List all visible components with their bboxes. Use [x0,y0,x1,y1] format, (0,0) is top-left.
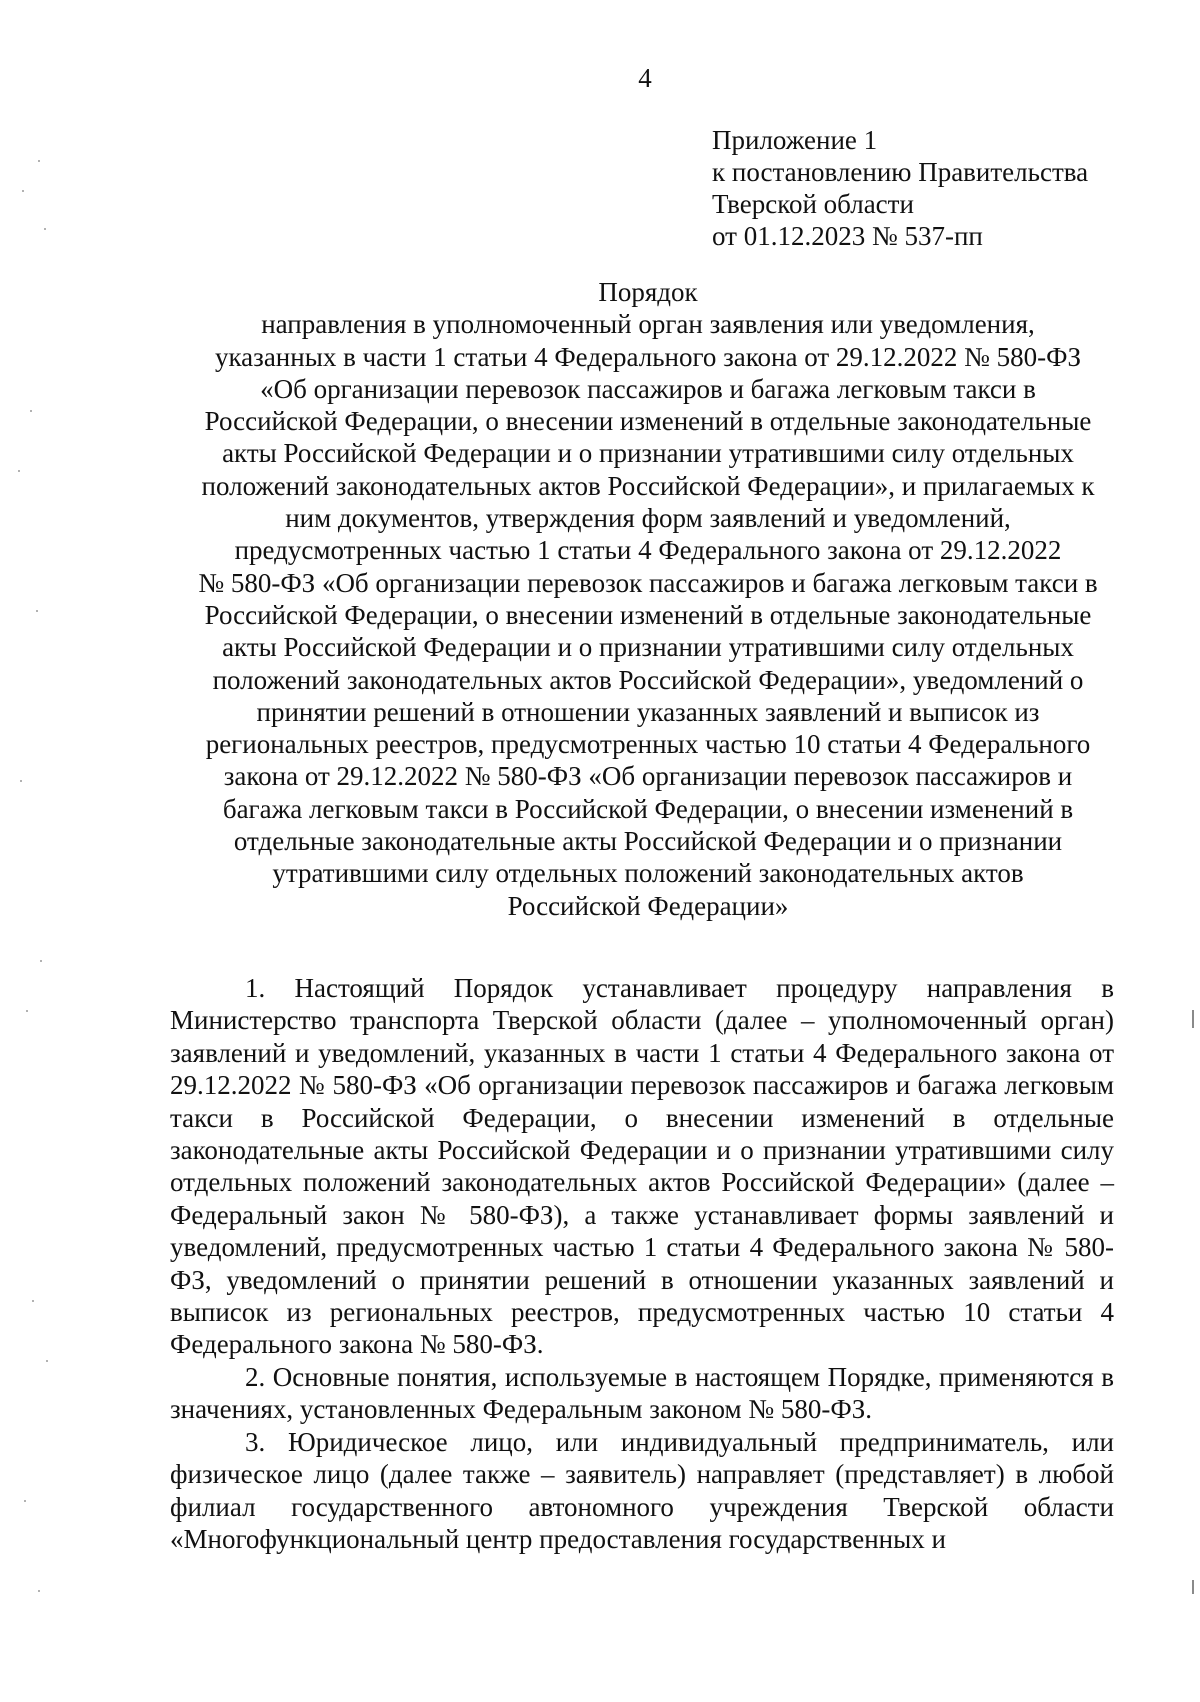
paragraph-2: 2. Основные понятия, используемые в настоящем Порядке, применяются в значениях, установленных Федеральным законом № 580-ФЗ. [170,1361,1114,1425]
title-line: положений законодательных актов Российской Федерации», и прилагаемых к [201,470,1095,501]
page-number: 4 [638,63,652,93]
title-line: ним документов, утверждения форм заявлений и уведомлений, [285,503,1011,534]
title-heading: Порядок [598,277,698,307]
title-line: утратившими силу отдельных положений законодательных актов [272,858,1024,889]
scan-edge-mark [1192,1010,1194,1028]
document-title [148,276,1148,922]
title-line: предусмотренных частью 1 статьи 4 Федерального закона от 29.12.2022 [234,535,1062,566]
title-line: багажа легковым такси в Российской Федерации, о внесении изменений в [222,793,1074,824]
title-line: Российской Федерации, о внесении изменений в отдельные законодательные [204,599,1092,630]
title-line: № 580-ФЗ «Об организации перевозок пассажиров и багажа легковым такси в [198,567,1098,598]
title-line: закона от 29.12.2022 № 580-ФЗ «Об организации перевозок пассажиров и [223,761,1073,792]
appendix-line-4: от 01.12.2023 № 537-пп [712,221,983,251]
title-line: «Об организации перевозок пассажиров и багажа легковым такси в [260,373,1036,404]
title-line: акты Российской Федерации и о признании утратившими силу отдельных [222,632,1074,663]
title-line: Российской Федерации, о внесении изменений в отдельные законодательные [204,406,1092,437]
title-line: акты Российской Федерации и о признании утратившими силу отдельных [222,438,1074,469]
scan-margin-specks [0,0,60,1702]
paragraph-3: 3. Юридическое лицо, или индивидуальный предприниматель, или физическое лицо (далее также – заявитель) направляет (представляет) в любой филиал государственного автономного учреждения Тверской области «Многофункциональный центр предоставления государственных и [170,1426,1114,1554]
title-line: положений законодательных актов Российской Федерации», уведомлений о [212,664,1084,695]
appendix-line-1: Приложение 1 [712,125,878,155]
title-line: отдельные законодательные акты Российской Федерации и о признании [233,826,1063,857]
scan-edge-mark [1192,1580,1194,1594]
title-line: принятии решений в отношении указанных заявлений и выписок из [256,696,1040,727]
title-line: региональных реестров, предусмотренных частью 10 статьи 4 Федерального [205,729,1091,760]
document-body [170,972,1114,1555]
paragraph-1: 1. Настоящий Порядок устанавливает процедуру направления в Министерство транспорта Тверской области (далее – уполномоченный орган) заявлений и уведомлений, указанных в части 1 статьи 4 Федерального закона от 29.12.2022 № 580-ФЗ «Об организации перевозок пассажиров и багажа легковым такси в Российской Федерации, о внесении изменений в отдельные законодательные акты Российской Федерации и о признании утратившими силу отдельных положений законодательных актов Российской Федерации» (далее – Федеральный закон № 580-ФЗ), а также устанавливает формы заявлений и уведомлений, предусмотренных частью 1 статьи 4 Федерального закона № 580-ФЗ, уведомлений о принятии решений в отношении указанных заявлений и выписок из региональных реестров, предусмотренных частью 10 статьи 4 Федерального закона № 580-ФЗ. [170,973,1114,1360]
title-line: направления в уполномоченный орган заявления или уведомления, [261,309,1035,340]
appendix-header [712,124,1172,252]
appendix-line-3: Тверской области [712,189,914,219]
title-line: Российской Федерации» [507,890,789,921]
title-line: указанных в части 1 статьи 4 Федерального закона от 29.12.2022 № 580-ФЗ [214,341,1082,372]
appendix-line-2: к постановлению Правительства [712,157,1089,187]
